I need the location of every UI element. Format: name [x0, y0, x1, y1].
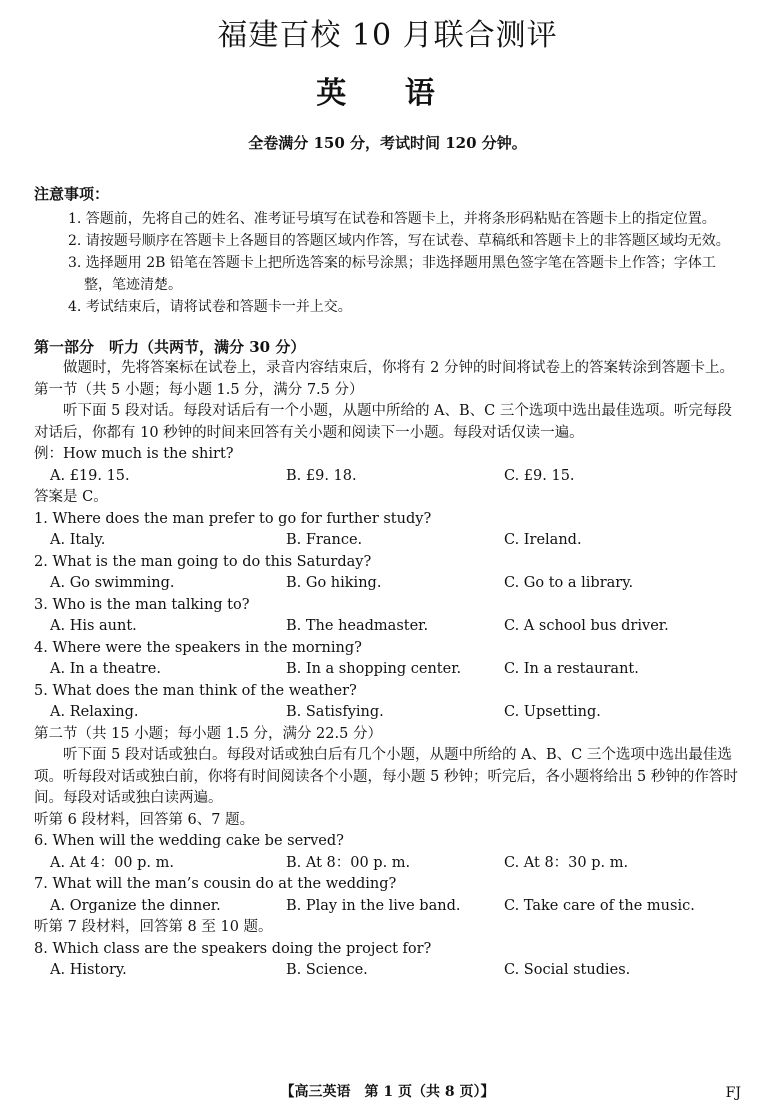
option-a: A. In a theatre.: [50, 661, 161, 677]
question: 7. What will the man’s cousin do at the wedding?: [34, 876, 397, 892]
option-c: C. A school bus driver.: [504, 618, 669, 634]
question-options: [34, 896, 741, 918]
option-a: A. £19. 15.: [50, 467, 130, 484]
footer-code: FJ: [725, 1085, 741, 1101]
notice-heading: 注意事项：: [34, 185, 110, 203]
option-b: B. Science.: [286, 962, 368, 978]
question: 4. Where were the speakers in the morning?: [34, 639, 362, 656]
notice-item: 2. 请按题号顺序在答题卡上各题目的答题区域内作答，写在试卷、草稿纸和答题卡上的非答题区域均无效。: [68, 233, 730, 249]
full-mark-note: 全卷满分 150 分，考试时间 120 分钟。: [248, 134, 527, 152]
option-b: B. France.: [286, 532, 363, 548]
option-b: B. Go hiking.: [286, 575, 382, 591]
notice-item: 1. 答题前，先将自己的姓名、准考证号填写在试卷和答题卡上，并将条形码粘贴在答题卡上的指定位置。: [68, 211, 716, 227]
part1-heading: 第一部分 听力（共两节，满分 30 分）: [34, 338, 306, 356]
question: 1. Where does the man prefer to go for further study?: [34, 510, 432, 527]
exam-page: [0, 14, 775, 1115]
example-question: 例：How much is the shirt?: [34, 446, 234, 462]
option-b: B. £9. 18.: [286, 467, 357, 484]
section2-heading: 第二节（共 15 小题；每小题 1.5 分，满分 22.5 分）: [34, 725, 382, 742]
section1-intro: 听下面 5 段对话。每段对话后有一个小题，从题中所给的 A、B、C 三个选项中选出最佳选项。听完每段对话后，你都有 10 秒钟的时间来回答有关小题和阅读下一小题。每段对话仅读一遍。: [34, 403, 732, 441]
question-options: [34, 659, 741, 681]
option-c: C. Take care of the music.: [504, 897, 695, 914]
subject-title: 英 语: [316, 76, 459, 111]
option-b: B. Play in the live band.: [286, 897, 461, 914]
option-b: B. At 8：00 p. m.: [286, 854, 411, 871]
part1-intro: 做题时，先将答案标在试卷上，录音内容结束后，你将有 2 分钟的时间将试卷上的答案转涂到答题卡上。: [63, 360, 734, 376]
option-a: A. Go swimming.: [50, 575, 175, 591]
question-options: [34, 853, 741, 875]
question-options: [34, 960, 741, 982]
option-c: C. Social studies.: [504, 962, 631, 978]
question: 5. What does the man think of the weather?: [34, 682, 357, 699]
option-b: B. In a shopping center.: [286, 661, 462, 677]
option-c: C. Ireland.: [504, 532, 582, 548]
option-c: C. Go to a library.: [504, 575, 634, 591]
material-heading: 听第 7 段材料，回答第 8 至 10 题。: [34, 919, 273, 935]
option-a: A. His aunt.: [50, 618, 137, 634]
example-options: [34, 466, 741, 488]
option-b: B. The headmaster.: [286, 618, 429, 634]
question-options: [34, 530, 741, 552]
option-c: C. £9. 15.: [504, 467, 575, 484]
question: 6. When will the wedding cake be served?: [34, 833, 344, 849]
page-footer: 【高三英语 第 1 页（共 8 页）】: [280, 1084, 495, 1100]
notice-item: 3. 选择题用 2B 铅笔在答题卡上把所选答案的标号涂黑；非选择题用黑色签字笔在答题卡上作答；字体工整，笔迹清楚。: [68, 255, 716, 293]
notice-item: 4. 考试结束后，请将试卷和答题卡一并上交。: [68, 299, 352, 315]
option-a: A. At 4：00 p. m.: [50, 854, 174, 871]
option-a: A. Relaxing.: [50, 704, 139, 720]
example-answer: 答案是 C。: [34, 489, 108, 505]
option-c: C. Upsetting.: [504, 704, 601, 720]
notice-list: [34, 208, 741, 318]
option-b: B. Satisfying.: [286, 704, 384, 720]
question: 8. Which class are the speakers doing the project for?: [34, 940, 432, 957]
material-heading: 听第 6 段材料，回答第 6、7 题。: [34, 811, 255, 828]
option-a: A. History.: [50, 962, 127, 978]
exam-title: 福建百校 10 月联合测评: [217, 18, 558, 53]
question: 3. Who is the man talking to?: [34, 596, 250, 613]
option-c: C. In a restaurant.: [504, 661, 639, 677]
question-options: [34, 573, 741, 595]
section1-heading: 第一节（共 5 小题；每小题 1.5 分，满分 7.5 分）: [34, 381, 364, 398]
option-a: A. Italy.: [50, 532, 106, 548]
question-options: [34, 616, 741, 638]
option-a: A. Organize the dinner.: [50, 897, 221, 914]
question-options: [34, 702, 741, 724]
section2-intro: 听下面 5 段对话或独白。每段对话或独白后有几个小题，从题中所给的 A、B、C 三个选项中选出最佳选项。听每段对话或独白前，你将有时间阅读各个小题，每小题 5 秒钟；听完后，各小题将给出 5 秒钟的作答时间。每段对话或独白读两遍。: [34, 747, 738, 806]
question: 2. What is the man going to do this Saturday?: [34, 553, 372, 570]
option-c: C. At 8：30 p. m.: [504, 854, 629, 871]
